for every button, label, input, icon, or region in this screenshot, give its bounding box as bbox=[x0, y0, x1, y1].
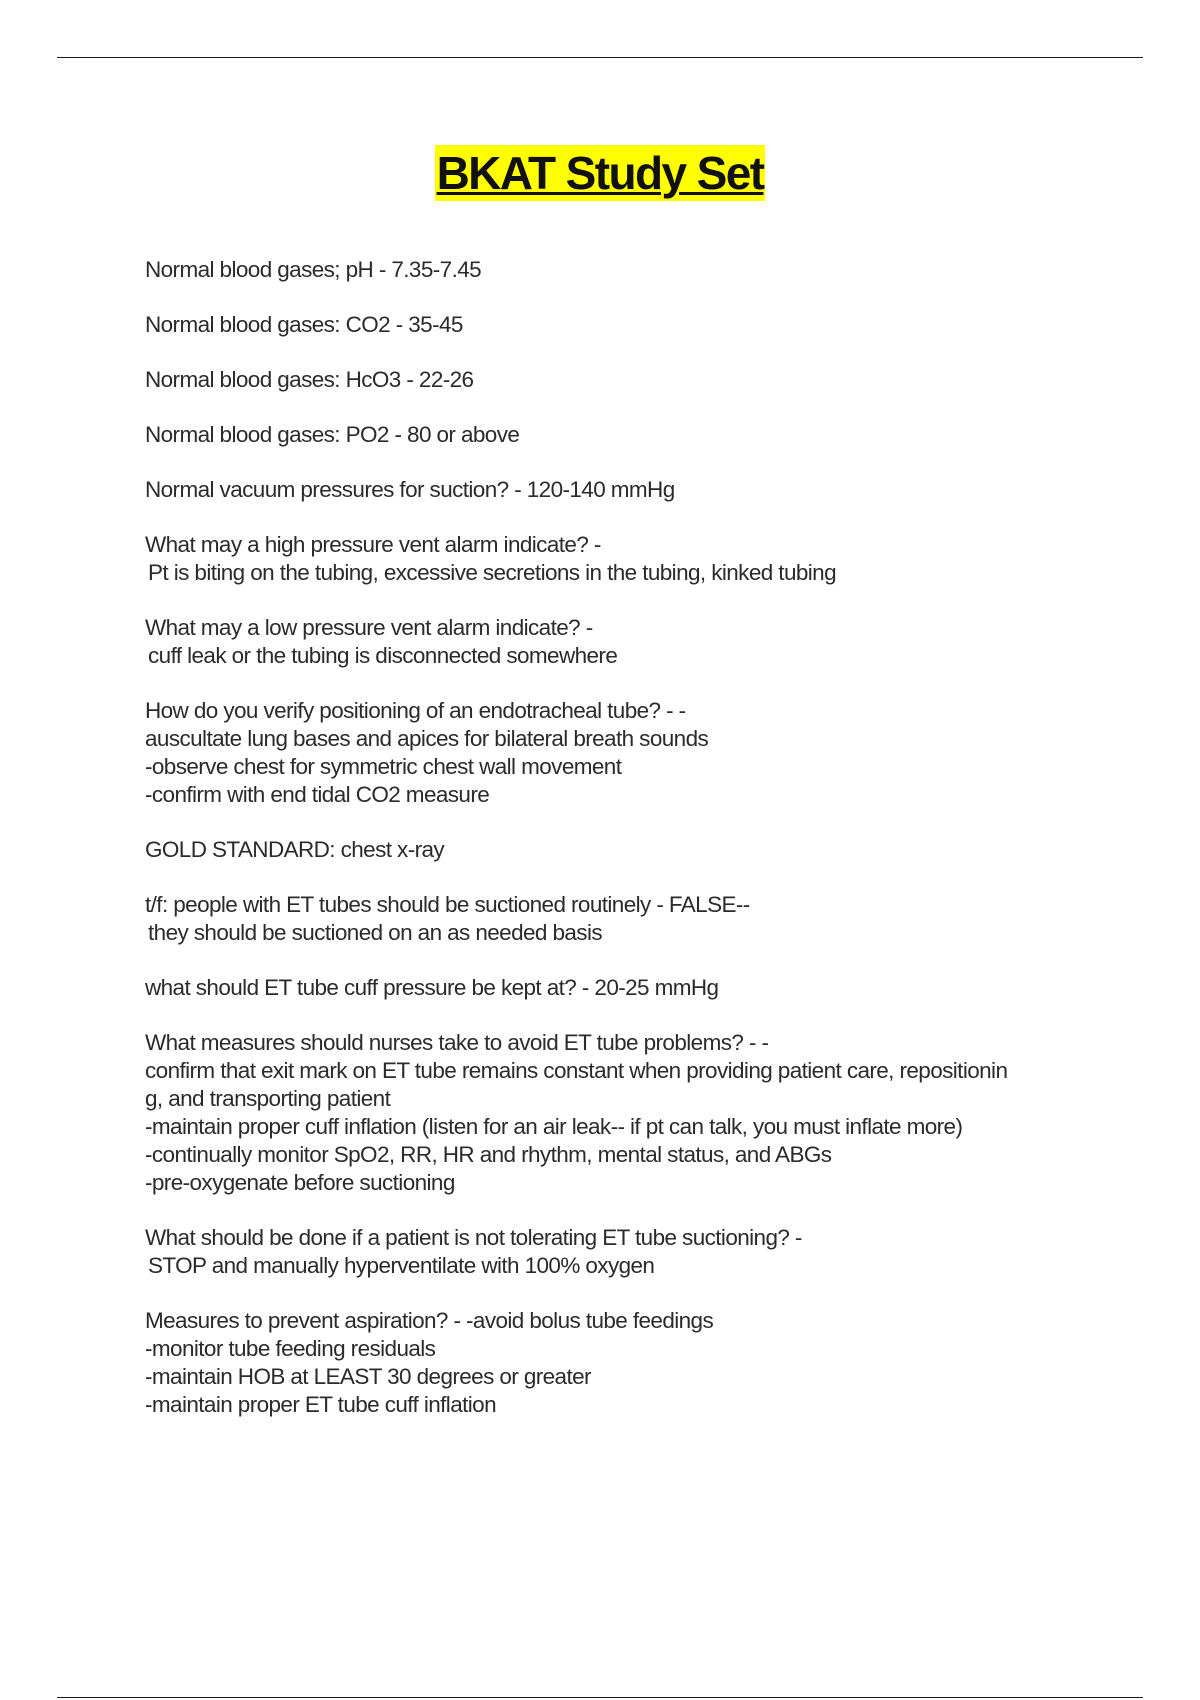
entry-line: they should be suctioned on an as needed basis bbox=[148, 920, 603, 945]
entry-line: Normal blood gases: HcO3 - 22-26 bbox=[145, 367, 474, 392]
entry-line: -maintain HOB at LEAST 30 degrees or greater bbox=[145, 1364, 591, 1389]
study-entry bbox=[145, 614, 1095, 670]
entry-line: -continually monitor SpO2, RR, HR and rhythm, mental status, and ABGs bbox=[145, 1142, 832, 1167]
study-entry bbox=[145, 891, 1095, 947]
entry-line: -confirm with end tidal CO2 measure bbox=[145, 782, 490, 807]
entry-line: -maintain proper ET tube cuff inflation bbox=[145, 1392, 496, 1417]
entry-line: GOLD STANDARD: chest x-ray bbox=[145, 837, 445, 862]
study-entry bbox=[145, 1029, 1095, 1197]
entry-line: Normal blood gases: CO2 - 35-45 bbox=[145, 312, 463, 337]
entry-line: STOP and manually hyperventilate with 100% oxygen bbox=[148, 1253, 655, 1278]
study-entry bbox=[145, 476, 1095, 504]
study-entry bbox=[145, 1224, 1095, 1280]
entry-line: -maintain proper cuff inflation (listen for an air leak-- if pt can talk, you must inflate more) bbox=[145, 1114, 963, 1139]
entry-line: Normal blood gases; pH - 7.35-7.45 bbox=[145, 257, 482, 282]
study-entry bbox=[145, 697, 1095, 809]
entry-line: Measures to prevent aspiration? - -avoid bolus tube feedings bbox=[145, 1308, 714, 1333]
study-entry bbox=[145, 421, 1095, 449]
document-title: BKAT Study Set bbox=[436, 147, 764, 199]
entry-line: -pre-oxygenate before suctioning bbox=[145, 1170, 455, 1195]
study-entry bbox=[145, 531, 1095, 587]
study-entry bbox=[145, 1307, 1095, 1419]
study-entries bbox=[145, 256, 1095, 1446]
study-entry bbox=[145, 836, 1095, 864]
entry-line: g, and transporting patient bbox=[145, 1086, 391, 1111]
top-rule bbox=[57, 57, 1143, 58]
entry-line: What may a high pressure vent alarm indicate? - bbox=[145, 532, 601, 557]
entry-line: auscultate lung bases and apices for bilateral breath sounds bbox=[145, 726, 709, 751]
entry-line: confirm that exit mark on ET tube remains constant when providing patient care, repositionin bbox=[145, 1058, 1008, 1083]
entry-line: Normal vacuum pressures for suction? - 120-140 mmHg bbox=[145, 477, 675, 502]
study-entry bbox=[145, 256, 1095, 284]
bottom-rule bbox=[57, 1697, 1143, 1698]
entry-line: What may a low pressure vent alarm indicate? - bbox=[145, 615, 593, 640]
entry-line: cuff leak or the tubing is disconnected somewhere bbox=[148, 643, 618, 668]
entry-line: How do you verify positioning of an endotracheal tube? - - bbox=[145, 698, 686, 723]
study-entry bbox=[145, 366, 1095, 394]
entry-line: what should ET tube cuff pressure be kept at? - 20-25 mmHg bbox=[145, 975, 719, 1000]
entry-line: -monitor tube feeding residuals bbox=[145, 1336, 436, 1361]
entry-line: What should be done if a patient is not tolerating ET tube suctioning? - bbox=[145, 1225, 802, 1250]
entry-line: Pt is biting on the tubing, excessive secretions in the tubing, kinked tubing bbox=[148, 560, 836, 585]
study-entry bbox=[145, 311, 1095, 339]
entry-line: Normal blood gases: PO2 - 80 or above bbox=[145, 422, 520, 447]
entry-line: t/f: people with ET tubes should be suctioned routinely - FALSE-- bbox=[145, 892, 750, 917]
entry-line: What measures should nurses take to avoid ET tube problems? - - bbox=[145, 1030, 769, 1055]
study-entry bbox=[145, 974, 1095, 1002]
entry-line: -observe chest for symmetric chest wall movement bbox=[145, 754, 622, 779]
title-container bbox=[0, 145, 1200, 201]
